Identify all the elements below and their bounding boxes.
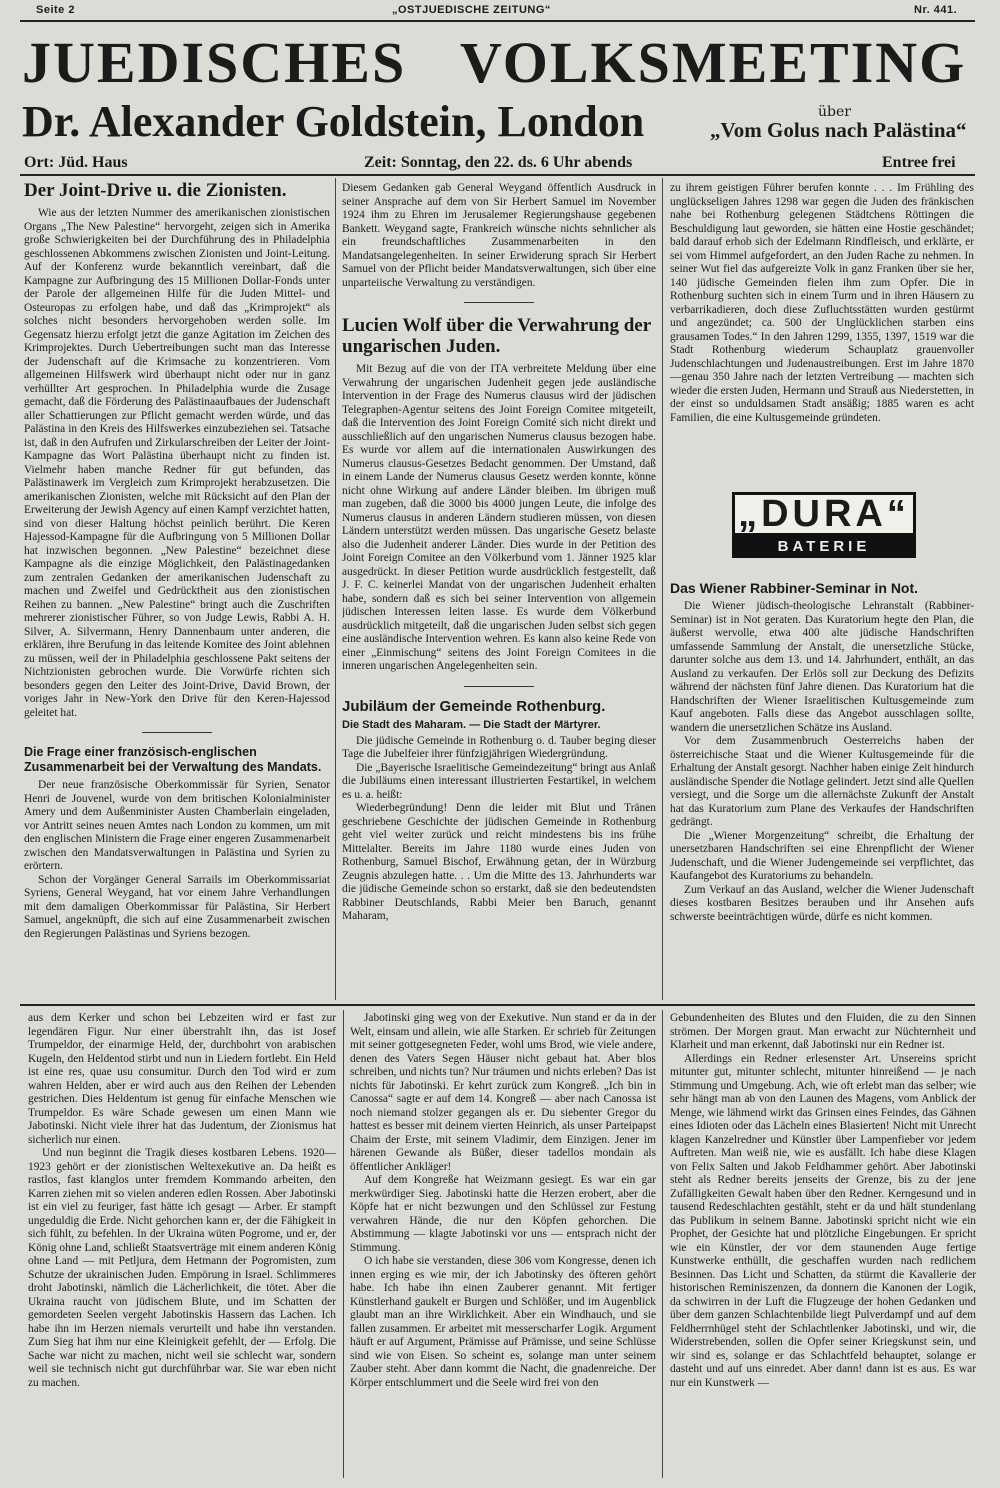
dura-advertisement	[732, 492, 916, 562]
column-divider-4	[662, 1010, 663, 1478]
speaker-name: Dr. Alexander Goldstein, London	[22, 97, 645, 146]
meeting-location: Ort: Jüd. Haus	[24, 154, 128, 171]
column-divider-3	[343, 1010, 344, 1478]
article-body-lucien-wolf	[342, 363, 656, 674]
ueber-label: über	[818, 104, 851, 120]
column-3-bottom	[670, 580, 974, 1000]
ad-product: BATERIE	[732, 536, 916, 558]
article-title-mandate: Die Frage einer französisch-englischen Zusammenarbeit bei der Verwaltung des Mandats.	[24, 745, 322, 774]
meeting-time: Zeit: Sonntag, den 22. ds. 6 Uhr abends	[364, 154, 633, 171]
feuilleton-column-1	[28, 1012, 336, 1478]
feuilleton-column-2	[350, 1012, 656, 1478]
issue-number: Nr. 441.	[914, 4, 958, 16]
top-rule	[20, 20, 975, 22]
banner-rule	[20, 174, 975, 176]
article-body-weygand	[342, 182, 656, 290]
article-title-rabbiner-seminar: Das Wiener Rabbiner-Seminar in Not.	[670, 580, 919, 596]
talk-topic: „Vom Golus nach Palästina“	[710, 118, 967, 142]
meeting-title-word2: VOLKSMEETING	[460, 30, 967, 95]
article-body-rothenburg-cont	[670, 182, 974, 425]
article-subtitle-rothenburg: Die Stadt des Maharam. — Die Stadt der Märtyrer.	[342, 718, 601, 731]
feuilleton-body-2	[350, 1012, 656, 1390]
article-title-joint-drive: Der Joint-Drive u. die Zionisten.	[24, 180, 287, 201]
paragraph: Mit Bezug auf die von der ITA verbreitete Meldung über eine Verwahrung der ungarischen Judenheit gegen jede ausländische Intervention in der Frage des Numerus clausus wird der jüdischen Telegraphen-Agentur seitens des Joint Foreign Comitee mitgeteilt, daß die Intervention des Joint Foreign Comité sich nicht direkt und ausschließlich auf den ungarischen Numerus clausus bezogen habe. Es wurde vor allem auf die internationalen Auswirkungen des Numerus clausus-Gesetzes Bedacht genommen. Der Umstand, daß in einem Lande der Numerus clausus Gesetz werden konnte, könne nicht ohne Wirkung auf andere Länder bleiben. Im übrigen muß man zugeben, daß die 3000 bis 4000 jungen Leute, die infolge des Numerus clausus in anderen Ländern studieren müssen, von diesen Ländern unterstützt werden müssen. Das ungarische Gesetz belaste also die Judenheit anderer Länder. Dies wurde in der Petition des Joint Foreign Comitee an den Völkerbund vom 1. Jänner 1925 klar ausgedrückt. In dieser Petition wurde ausdrücklich festgestellt, daß J. F. C. keinerlei Mandat von der ungarischen Judenheit erhalten habe, sondern daß es sich bei seiner Intervention von allgemein jüdischen Interessen leiten lasse. Es wurde dem Völkerbund ausdrücklich mitgeteilt, daß die ungarischen Juden selbst sich gegen eine ausländische Intervention wehren. Es kann also keine Rede von einer „Einmischung“ seitens des Joint Foreign Comitees in die inneren ungarischen Angelegenheiten sein.	[342, 363, 656, 672]
article-separator	[464, 302, 534, 303]
column-divider-1	[335, 178, 336, 1000]
column-2	[342, 182, 656, 1000]
feuilleton-column-3	[670, 1012, 976, 1478]
feuilleton-body-1	[28, 1012, 336, 1390]
paragraph: Wie aus der letzten Nummer des amerikanischen zionistischen Organs „The New Palestine“ hervorgeht, zeigen sich in Amerika große Schwierigkeiten bei der Durchführung des in Philadelphia geschlossenen Abkommens zwischen Zionisten und Joint-Leitung. Auf der Konferenz wurde bekanntlich vereinbart, daß die Kampagne zur Aufbringung des 15 Millionen Dollar-Fonds unter der Parole der allgemeinen Hilfe für die Juden Mittel- und Osteuropas zu erfolgen habe, und daß das „Krimprojekt“ als solches nicht besonders hervorgehoben werden solle. Im Gegensatz hierzu erfolgt jetzt die ganze Agitation im Zeichen des Krimprojektes. Durch Uebertreibungen sucht man das Interesse der Judenschaft auf die Krimsache zu konzentrieren. Vom allgemeinen Hilfswerk wird überhaupt nicht oder nur in ganz verhüllter Art gesprochen. In Philadelphia wurde die Zusage gemacht, daß die Förderung des Palästinaaufbaues der Judenschaft aller Schattierungen zur Pflicht gemacht werden würde, und das Palästina in den Kreis des Hilfswerkes einzubeziehen sei. Tatsache ist, daß in den Aufrufen und Zirkularschreiben der Leiter der Joint-Kampagne das Wort Palästina überhaupt nicht zu finden ist. Vielmehr haben manche Redner für gut befunden, das Palästinawerk im Vergleich zum Krimprojekt herabzusetzen. Die amerikanischen Zionisten, welche mit Rücksicht auf den Plan der Erweiterung der Jewish Agency auf einen Kampf verzichtet hatten, sind von dieser Haltung höchst peinlich berührt. Die Keren Hajessod-Kampagne für die Aufbringung von 5 Millionen Dollar hat inzwischen begonnen. „New Palestine“ bezeichnet diese Kampagne als die einzige Möglichkeit, den Palästinagedanken zum zentralen Gedanken der amerikanischen Judenschaft zu machen und Zweifel und Gedrücktheit aus den zionistischen Reihen zu bannen. „New Palestine“ bringt auch die Zuschriften mehrerer zionistischer Führer, so von Judge Lewis, Rabbi A. H. Silver, A. Silvermann, Henry Dannenbaum unter anderen, die erklären, ihre Berufung in das leitende Komitee des Joint ablehnen zu müssen, weil der in Philadelphia geschlossene Pakt seitens der Nichtzionisten gebrochen wurde. Die Vorwürfe richten sich besonders gegen den Leiter des Joint-Drive, David Brown, der voriges Jahr in New-York den Drive für den Keren-Hajessod geleitet hat.	[24, 207, 330, 719]
paragraph: zu ihrem geistigen Führer berufen konnte . . . Im Frühling des unglückseligen Jahres 1298 war gegen die Juden des fränkischen nahe bei Rothenburg gelegenen Städtchens Röttingen die Beschuldigung laut geworden, sie hätten eine Hostie geschändet; bald darauf erhob sich der Edelmann Rindfleisch, und erklärte, er sei vom Himmel aufgefordert, an den Juden Rache zu nehmen. In seiner Wut fiel das aufgereizte Volk in ganz Franken über sie her, 140 jüdische Gemeinden fielen ihm zum Opfer. Die in Rothenburg suchten sich in einem Turm und in ihren Häusern zu verbarrikadieren, doch diese Zufluchtsstätten wurden gestürmt und angezündet; ca. 500 der Unglücklichen starben eins grausamen Todes.“ In den Jahren 1299, 1355, 1397, 1519 war die Stadt Rothenburg wiederum Schauplatz grauenvoller Judenschlachtungen und Judenaustreibungen. Erst im Jahre 1870—genau 350 Jahre nach der letzten Vertreibung — machten sich wieder die ersten Juden, Hermann und Strauß aus Niederstetten, in der einst so unduldsamen Stadt ansäßig; 1885 waren es acht Familien, die eine Kultusgemeinde gründeten.	[670, 182, 974, 424]
paragraph: O ich habe sie verstanden, diese 306 vom Kongresse, denen ich innen erging es wie mir, der ich Jabotinsky des öfteren gehört habe. Ich habe ihn einen Zauberer genannt. Mit fertiger Künstlerhand gaukelt er Burgen und Schlößer, und im Augenblick glaubt man an ihre Wirklichkeit. Aber ein Windhauch, und sie fallen zusammen. Er arbeitet mit messerscharfer Logik. Argument häuft er auf Argument, Prämisse auf Prämisse, und seine Schlüsse sind wie von Eisen. So scheint es, solange man unter seinem Zauber steht. Aber dann kommt die Nacht, die gnadenreiche. Der Körper entschlummert und die Seele wird frei von den	[350, 1255, 656, 1389]
article-body-rabbiner-seminar	[670, 600, 974, 924]
paragraph: Gebundenheiten des Blutes und den Fluiden, die zu den Sinnen strömen. Der Morgen graut. Man erwacht zur Nüchternheit und Klarheit und man erkennt, daß Jabotinski nur ein Redner ist.	[670, 1012, 976, 1051]
paragraph: Und nun beginnt die Tragik dieses kostbaren Lebens. 1920—1923 gehört er der zionistischen Weltexekutive an. Da heißt es rastlos, fast klanglos unter fremdem Kommando arbeiten, den Karren ziehen mit so vielen anderen edlen Rossen. Aber Jabotinski ist ein viel zu feuriger, fast hätte ich gesagt — Arber. Er stampft ungeduldig die Erde. Nicht gehorchen kann er, der die Fähigkeit in sich fühlt, zu befehlen. In der Ukraina wüten Pogrome, und er, der König ohne Land, schließt Staatsverträge mit einem anderen König ohne Land — mit Petljura, dem Hetmann der Pogromisten, zum Schutze der ukrainischen Juden. Empörung in Israel. Schlimmeres droht Jabotinski, nämlich die Lächerlichkeit, die tötet. Aber die Ukraina raucht von jüdischem Blute, und im Schatten der gemordeten Seelen vergeht Jabotinskis Hassern das Lachen. Ich habe ihn im Herzen niemals verurteilt und habe ihn verstanden. Zum Sieg hat ihm nur eine Kleinigkeit gefehlt, der — Erfolg. Die Sache war nicht zu machen, nicht weil sie schlecht war, sondern weil sie technisch nicht gut durchführbar war. Sie war eben nicht zu machen.	[28, 1147, 336, 1389]
paragraph: Die Wiener jüdisch-theologische Lehranstalt (Rabbiner-Seminar) ist in Not geraten. Das Kuratorium hegte den Plan, die äußerst wervolle, etwa 400 alte jüdische Handschriften umfassende Sammlung der Anstalt, die unersetzliche Stücke, darunter solche aus dem 13. und 14. Jahrhundert, enthält, an das Ausland zu verkaufen. Der Erlös soll zur Deckung des Defizits während der nächsten fünf Jahre dienen. Das Kuratorium hat die Handschriften der Wiener Israelitischen Kultusgemeinde zum Kauf angeboten. Falls diese das Angebot ausschlagen sollte, wandern die unersetzlichen Schätze ins Ausland.	[670, 600, 974, 734]
paragraph: Zum Verkauf an das Ausland, welcher die Wiener Judenschaft dieses kostbaren Besitzes berauben und ihr Ansehen aufs schwerste beeinträchtigen würde, dürfe es nicht kommen.	[670, 883, 974, 923]
paragraph: Der neue französische Oberkommissär für Syrien, Senator Henri de Jouvenel, wurde von dem britischen Kolonialminister Amery und dem Außenminister Austen Chamberlain eingeladen, vor Antritt seines neuen Amtes nach London zu kommen, um mit den englischen Ministern die Frage einer engeren Zusammenarbeit zwischen den Mandatsverwaltungen in Palästina und Syrien zu erörtern.	[24, 779, 330, 872]
column-1	[24, 180, 330, 1000]
meeting-title	[22, 30, 967, 95]
article-title-rothenburg: Jubiläum der Gemeinde Rothenburg.	[342, 697, 606, 715]
feuilleton-rule	[20, 1004, 975, 1006]
paragraph: Vor dem Zusammenbruch Oesterreichs haben der österreichische Staat und die Wiener Kultusgemeinde für die Erhaltung der Anstalt gesorgt. Nachher haben einige Zeit hindurch ausländische Spender die Notlage gelindert. Jetzt sind alle Quellen versiegt, und die Sorge um die allernächste Zukunft der Anstalt hat das Kuratorium zum Plane des Verkaufes der Handschriften gedrängt.	[670, 735, 974, 828]
paragraph: Jabotinski ging weg von der Exekutive. Nun stand er da in der Welt, einsam und allein, wie alle Starken. Er schrieb für Zeitungen mit seiner gottgesegneten Feder, wohl ums Brod, wie viele andere, denen des Vaters Segen Häuser nicht gebaut hat. Aber blos schreiben, und nichts tun? Nur träumen und nichts erleben? Das ist nichts für Jabotinski. Er kehrt zurück zum Kongreß. „Ich bin in Canossa“ sagte er auf dem 14. Kongreß — aber nach Canossa ist noch niemand stolzer gegangen als er. Du siebenter Gregor du hattest es besser mit deinem vierten Heinrich, als unser Parteipapst Chaim der Erste, mit seinem Vladimir, dem Einzigen. Jener im härenen Gewande als Büßer, dieser tadellos mondain als öffentlicher Ankläger!	[350, 1012, 656, 1173]
paragraph: Auf dem Kongreße hat Weizmann gesiegt. Es war ein gar merkwürdiger Sieg. Jabotinski hatte die Herzen erobert, aber die Köpfe hat er nicht bezwungen und den Schlüssel zur Festung verwahren Hände, die nur den Köpfen gehorchen. Die Abstimmung — klagte Jabotinski vor uns — entsprach nicht der Stimmung.	[350, 1174, 656, 1254]
article-separator	[142, 732, 212, 733]
meeting-entree: Entree frei	[882, 154, 956, 171]
paragraph: Diesem Gedanken gab General Weygand öffentlich Ausdruck in seiner Ansprache auf dem von Sir Herbert Samuel im November 1924 ihm zu Ehren im Jerusalemer Regierungshause gegebenen Bankett. Weygand sagte, Frankreich wünsche nichts sehnlicher als ein freundschaftliches Zusammenarbeiten in den Mandatsangelegenheiten. In seiner Erwiderung sprach Sir Herbert Samuel von der Pflicht beider Mandatsverwaltungen, sich über eine unparteiische Verwaltung zu verständigen.	[342, 182, 656, 289]
article-body-mandate	[24, 779, 330, 941]
newspaper-name: „OSTJUEDISCHE ZEITUNG“	[392, 4, 551, 16]
article-body-joint-drive	[24, 207, 330, 720]
paragraph: Allerdings ein Redner erlesenster Art. Unsereins spricht mitunter gut, mitunter schlecht, mitunter hinreißend — je nach Stimmung und Umgebung. Ach, wie oft erlebt man das selber; wie sehr hängt man ab von den Launen des Magens, vom Anblick der Menge, wie lähmend wirkt das Grinsen eines Feindes, das Gähnen eines Idioten oder das Lächeln eines Blasierten! Nicht mit Unrecht klagen Kanzelredner und Künstler über Lampenfieber vor jedem Auftreten. Man weiß nie, wie es ausfällt. Ich habe diese Klagen von Felix Salten und Jakob Feldhammer gehört. Aber Jabotinski steht als Redner bereits jenseits der Grenze, bis zu der jene Zufälligkeiten Gewalt haben über den Redner. Kerngesund und in tausend Redeschlachten gestählt, steht er da und hält stundenlang das Publikum in seinem Banne. Jabotinski spricht nicht wie ein Prophet, der Gesichte hat und plötzliche Eingebungen. Er spricht wie ein Künstler, der vor dem staunenden Auge fertige Kunstwerke enthüllt, die geschaffen wurden nach redlichem Besinnen. Das Licht und Schatten, da stürmt die Kavallerie der historischen Reminiszenzen, da donnern die Kanonen der Logik, da schwirren in der Luft die Flugzeuge der hohen Gedanken und über dem ganzen Schlachtenbilde liegt Pulverdampf und auf dem Feldherrnhügel steht der Schlachtlenker Jabotinski, und wir, die Widerstrebenden, sollen die Opfer seiner Kriegskunst sein, und wir sind es, solange er das Schlachtfeld behauptet, solange er dasteht und auf uns einredet. Aber dann! dann ist es aus. Es war nur ein Kunstwerk —	[670, 1052, 976, 1389]
page-number: Seite 2	[36, 4, 75, 16]
feuilleton-body-3	[670, 1012, 976, 1390]
article-body-rothenburg	[342, 735, 656, 924]
article-title-lucien-wolf: Lucien Wolf über die Verwahrung der ungarischen Juden.	[342, 315, 651, 357]
article-separator	[464, 686, 534, 687]
paragraph: Wiederbegründung! Denn die leider mit Blut und Tränen geschriebene Geschichte der jüdischen Gemeinde in Rothenburg geht viel weiter zurück und reicht mindestens bis ins frühe Mittelalter. Bereits im Jahre 1180 wurde eines Juden von Rothenburg, Samuel Bischof, Erwähnung getan, der in Würzburg Zeugnis abzulegen hatte. . . Um die Mitte des 13. Jahrhunderts war die jüdische Gemeinde schon so erstarkt, daß sie den bedeutendsten Rabbiner Deutschlands, Rabbi Meier ben Baruch, genannt Maharam,	[342, 802, 656, 922]
column-divider-2	[662, 178, 663, 1000]
paragraph: aus dem Kerker und schon bei Lebzeiten wird er fast zur legendären Figur. Nur einer überstrahlt ihn, das ist Josef Trumpeldor, der einarmige Held, der, durchbohrt von arabischen Kugeln, den Heldentod stirbt und nun in Liedern fortlebt. Ein Held ist eine res, quae usu consumitur. Durch den Tod wird er zum wahren Helden, aber er wird auch aus den Reihen der Lebenden gestrichen. Dies Heldentum ist genug für einfache Menschen wie Trumpeldor. Es wäre Schade gewesen um einen Mann wie Jabotinski. Nicht viele ihrer hat das Judentum, der Zionismus hat sicherlich nur einen.	[28, 1012, 336, 1146]
column-3-top	[670, 182, 974, 482]
ad-brand: „DURA“	[732, 492, 916, 536]
paragraph: Schon der Vorgänger General Sarrails im Oberkommissariat Syriens, General Weygand, hat vor einem Jahre Verhandlungen mit dem damaligen Oberkommissar für Palästina, Sir Herbert Samuel, angeknüpft, die sich auf eine Zusammenarbeit zwischen den Regierungen Palästinas und Syriens bezogen.	[24, 873, 330, 940]
meeting-title-word1: JUEDISCHES	[22, 30, 407, 95]
paragraph: Die „Bayerische Israelitische Gemeindezeitung“ bringt aus Anlaß die Jubiläums einen interessant illustrierten Festartikel, in welchem es u. a. heißt:	[342, 761, 656, 801]
paragraph: Die „Wiener Morgenzeitung“ schreibt, die Erhaltung der unersetzbaren Handschriften sei eine Ehrenpflicht der Wiener Judenschaft, und die Wiener Judengemeinde sei verpflichtet, das Kaufangebot des Kuratoriums zu behandeln.	[670, 829, 974, 882]
paragraph: Die jüdische Gemeinde in Rothenburg o. d. Tauber beging dieser Tage die Jubelfeier ihrer fünfzigjährigen Wiedergründung.	[342, 734, 656, 760]
